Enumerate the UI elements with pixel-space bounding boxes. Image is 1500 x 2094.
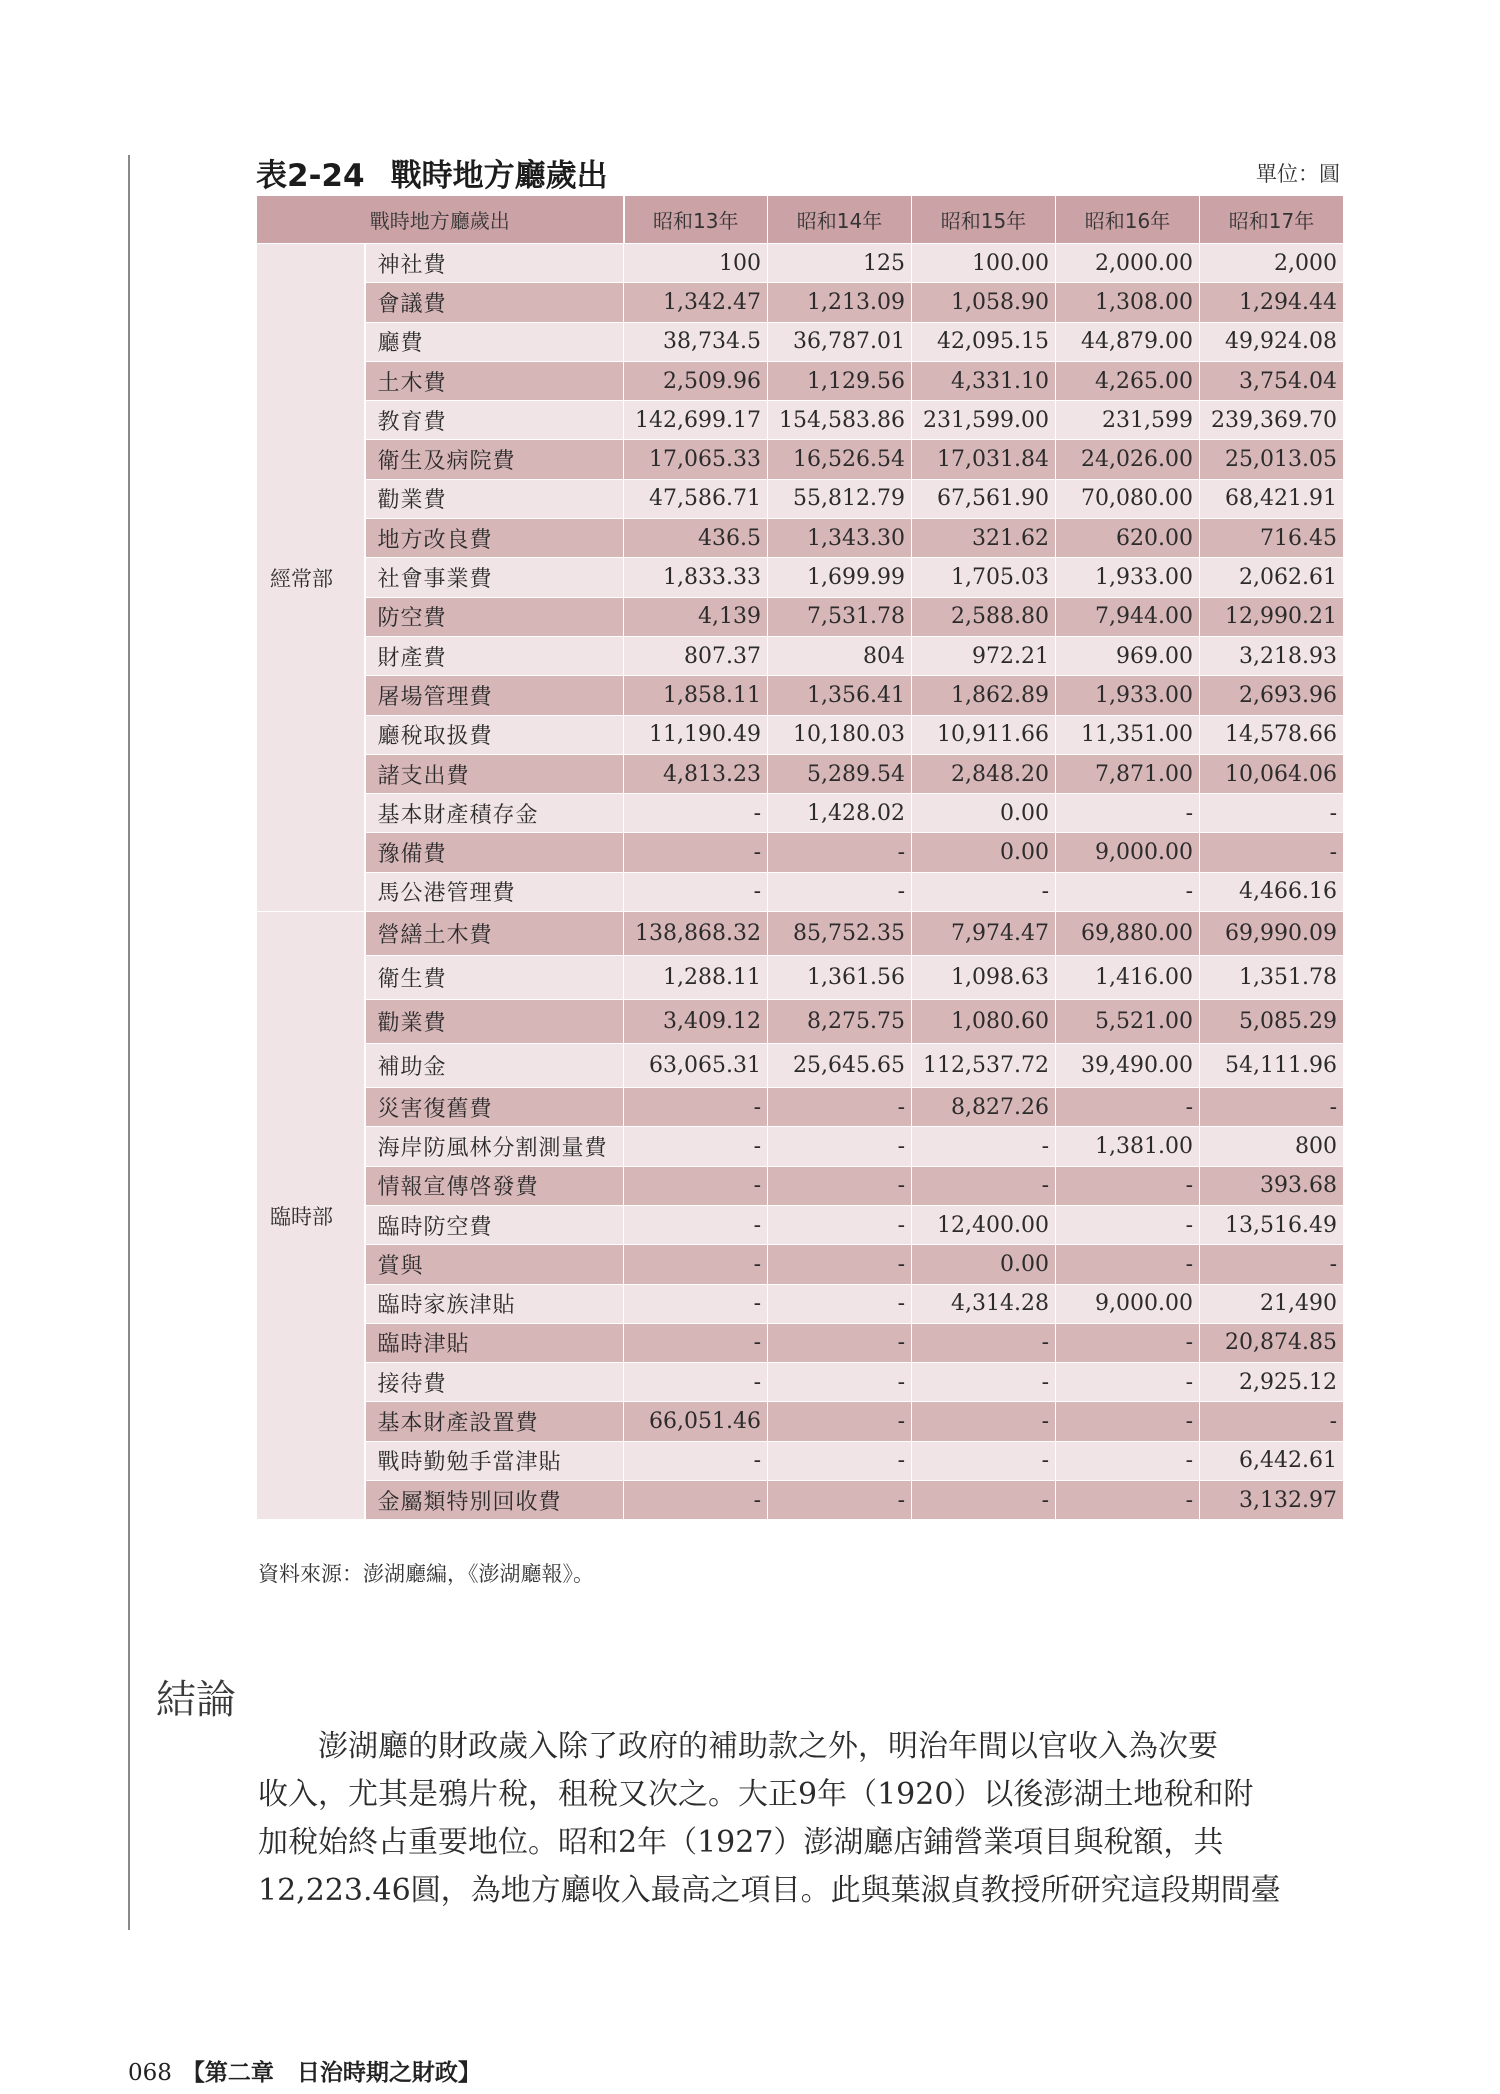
chapter-title: 【第二章 日治時期之財政】 <box>181 2059 481 2086</box>
table-row <box>257 754 1344 793</box>
table-row <box>257 1127 1344 1166</box>
value-cell: - <box>912 1481 1056 1520</box>
value-cell: - <box>1056 794 1200 833</box>
value-cell: - <box>1056 1363 1200 1402</box>
margin-rule <box>128 155 130 1930</box>
item-cell: 金屬類特別回收費 <box>365 1481 624 1520</box>
value-cell: - <box>624 794 768 833</box>
value-cell: - <box>768 1323 912 1362</box>
value-cell: 1,342.47 <box>624 283 768 322</box>
value-cell: 436.5 <box>624 519 768 558</box>
value-cell: 12,400.00 <box>912 1205 1056 1244</box>
value-cell: - <box>1056 872 1200 911</box>
value-cell: 5,085.29 <box>1200 1000 1344 1044</box>
value-cell: 2,925.12 <box>1200 1363 1344 1402</box>
body-line: 12,223.46圓，為地方廳收入最高之項目。此與葉淑貞教授所研究這段期間臺 <box>258 1873 1281 1908</box>
item-cell: 補助金 <box>365 1044 624 1088</box>
value-cell: 1,058.90 <box>912 283 1056 322</box>
value-cell: - <box>624 1166 768 1205</box>
value-cell: 25,645.65 <box>768 1044 912 1088</box>
table-title <box>256 150 608 195</box>
table-row <box>257 1323 1344 1362</box>
value-cell: - <box>768 1284 912 1323</box>
item-cell: 廳費 <box>365 322 624 361</box>
value-cell: - <box>1056 1323 1200 1362</box>
table-row <box>257 1284 1344 1323</box>
value-cell: - <box>912 1127 1056 1166</box>
body-line: 收入，尤其是鴉片稅，租稅又次之。大正9年（1920）以後澎湖土地稅和附 <box>258 1777 1254 1812</box>
value-cell: 44,879.00 <box>1056 322 1200 361</box>
value-cell: 4,265.00 <box>1056 361 1200 400</box>
item-cell: 災害復舊費 <box>365 1088 624 1127</box>
table-row <box>257 636 1344 675</box>
value-cell: 42,095.15 <box>912 322 1056 361</box>
item-cell: 營繕土木費 <box>365 912 624 956</box>
value-cell: 38,734.5 <box>624 322 768 361</box>
table-row <box>257 956 1344 1000</box>
table-row <box>257 1088 1344 1127</box>
value-cell: 12,990.21 <box>1200 597 1344 636</box>
value-cell: 63,065.31 <box>624 1044 768 1088</box>
table-row <box>257 794 1344 833</box>
table-row <box>257 1044 1344 1088</box>
header-cell-label: 戰時地方廳歲出 <box>257 196 624 244</box>
table-body <box>257 244 1344 1520</box>
table-row <box>257 1245 1344 1284</box>
value-cell: 4,314.28 <box>912 1284 1056 1323</box>
value-cell: 3,754.04 <box>1200 361 1344 400</box>
value-cell: 7,531.78 <box>768 597 912 636</box>
value-cell: 36,787.01 <box>768 322 912 361</box>
table-row <box>257 597 1344 636</box>
item-cell: 賞與 <box>365 1245 624 1284</box>
item-cell: 廳稅取扱費 <box>365 715 624 754</box>
value-cell: 5,289.54 <box>768 754 912 793</box>
item-cell: 防空費 <box>365 597 624 636</box>
table-row <box>257 558 1344 597</box>
value-cell: 47,586.71 <box>624 479 768 518</box>
value-cell: 13,516.49 <box>1200 1205 1344 1244</box>
value-cell: 1,416.00 <box>1056 956 1200 1000</box>
table-row <box>257 1000 1344 1044</box>
value-cell: - <box>624 833 768 872</box>
value-cell: 6,442.61 <box>1200 1441 1344 1480</box>
item-cell: 馬公港管理費 <box>365 872 624 911</box>
category-cell: 臨時部 <box>257 912 365 1520</box>
item-cell: 勸業費 <box>365 479 624 518</box>
table-row <box>257 401 1344 440</box>
item-cell: 地方改良費 <box>365 519 624 558</box>
item-cell: 神社費 <box>365 244 624 283</box>
value-cell: 1,705.03 <box>912 558 1056 597</box>
value-cell: 142,699.17 <box>624 401 768 440</box>
value-cell: 25,013.05 <box>1200 440 1344 479</box>
category-cell: 經常部 <box>257 244 365 912</box>
value-cell: 1,308.00 <box>1056 283 1200 322</box>
value-cell: 1,381.00 <box>1056 1127 1200 1166</box>
value-cell: - <box>1200 1088 1344 1127</box>
table-row <box>257 322 1344 361</box>
value-cell: 54,111.96 <box>1200 1044 1344 1088</box>
value-cell: 1,213.09 <box>768 283 912 322</box>
value-cell: 4,139 <box>624 597 768 636</box>
value-cell: 68,421.91 <box>1200 479 1344 518</box>
value-cell: 85,752.35 <box>768 912 912 956</box>
value-cell: - <box>768 1205 912 1244</box>
value-cell: 8,275.75 <box>768 1000 912 1044</box>
value-cell: - <box>912 1363 1056 1402</box>
value-cell: 972.21 <box>912 636 1056 675</box>
table-row <box>257 676 1344 715</box>
value-cell: - <box>1056 1245 1200 1284</box>
item-cell: 臨時防空費 <box>365 1205 624 1244</box>
value-cell: - <box>768 1166 912 1205</box>
header-cell-year: 昭和13年 <box>624 196 768 244</box>
item-cell: 臨時津貼 <box>365 1323 624 1362</box>
item-cell: 社會事業費 <box>365 558 624 597</box>
value-cell: 716.45 <box>1200 519 1344 558</box>
table-row <box>257 1205 1344 1244</box>
item-cell: 臨時家族津貼 <box>365 1284 624 1323</box>
value-cell: - <box>624 1481 768 1520</box>
value-cell: - <box>624 1323 768 1362</box>
table-row <box>257 1402 1344 1441</box>
value-cell: - <box>768 1441 912 1480</box>
value-cell: 1,361.56 <box>768 956 912 1000</box>
value-cell: 1,933.00 <box>1056 676 1200 715</box>
value-cell: 100.00 <box>912 244 1056 283</box>
value-cell: - <box>1056 1205 1200 1244</box>
value-cell: 2,509.96 <box>624 361 768 400</box>
value-cell: - <box>912 1166 1056 1205</box>
value-cell: 969.00 <box>1056 636 1200 675</box>
value-cell: 1,343.30 <box>768 519 912 558</box>
item-cell: 諸支出費 <box>365 754 624 793</box>
value-cell: 138,868.32 <box>624 912 768 956</box>
value-cell: - <box>768 1402 912 1441</box>
value-cell: 7,944.00 <box>1056 597 1200 636</box>
value-cell: 1,699.99 <box>768 558 912 597</box>
header-cell-year: 昭和15年 <box>912 196 1056 244</box>
value-cell: - <box>1200 1245 1344 1284</box>
item-cell: 土木費 <box>365 361 624 400</box>
header-cell-year: 昭和14年 <box>768 196 912 244</box>
value-cell: 1,080.60 <box>912 1000 1056 1044</box>
table-source: 資料來源：澎湖廳編，《澎湖廳報》。 <box>258 1562 594 1586</box>
section-heading: 結論 <box>156 1677 236 1723</box>
value-cell: 2,000 <box>1200 244 1344 283</box>
table-row <box>257 361 1344 400</box>
value-cell: - <box>1056 1441 1200 1480</box>
value-cell: 3,218.93 <box>1200 636 1344 675</box>
table-row <box>257 479 1344 518</box>
value-cell: 3,132.97 <box>1200 1481 1344 1520</box>
value-cell: 2,693.96 <box>1200 676 1344 715</box>
value-cell: 69,990.09 <box>1200 912 1344 956</box>
table-row <box>257 440 1344 479</box>
value-cell: 7,871.00 <box>1056 754 1200 793</box>
value-cell: 2,062.61 <box>1200 558 1344 597</box>
value-cell: - <box>768 833 912 872</box>
value-cell: 10,180.03 <box>768 715 912 754</box>
value-cell: 7,974.47 <box>912 912 1056 956</box>
value-cell: 3,409.12 <box>624 1000 768 1044</box>
value-cell: 1,351.78 <box>1200 956 1344 1000</box>
header-cell-year: 昭和17年 <box>1200 196 1344 244</box>
value-cell: 1,288.11 <box>624 956 768 1000</box>
value-cell: 17,065.33 <box>624 440 768 479</box>
value-cell: 17,031.84 <box>912 440 1056 479</box>
value-cell: 8,827.26 <box>912 1088 1056 1127</box>
value-cell: - <box>768 1481 912 1520</box>
item-cell: 勸業費 <box>365 1000 624 1044</box>
table-row <box>257 244 1344 283</box>
value-cell: - <box>1200 794 1344 833</box>
value-cell: 2,588.80 <box>912 597 1056 636</box>
header-cell-year: 昭和16年 <box>1056 196 1200 244</box>
value-cell: - <box>912 1323 1056 1362</box>
value-cell: 11,351.00 <box>1056 715 1200 754</box>
item-cell: 情報宣傳啓發費 <box>365 1166 624 1205</box>
value-cell: 4,331.10 <box>912 361 1056 400</box>
value-cell: - <box>768 1127 912 1166</box>
value-cell: 1,428.02 <box>768 794 912 833</box>
value-cell: 0.00 <box>912 1245 1056 1284</box>
value-cell: 16,526.54 <box>768 440 912 479</box>
table-number: 表2-24 <box>256 158 365 194</box>
item-cell: 基本財產設置費 <box>365 1402 624 1441</box>
item-cell: 財產費 <box>365 636 624 675</box>
value-cell: 393.68 <box>1200 1166 1344 1205</box>
value-cell: - <box>1200 833 1344 872</box>
table-row <box>257 1166 1344 1205</box>
value-cell: - <box>624 1441 768 1480</box>
value-cell: - <box>768 1245 912 1284</box>
value-cell: - <box>912 872 1056 911</box>
value-cell: 804 <box>768 636 912 675</box>
value-cell: 1,933.00 <box>1056 558 1200 597</box>
value-cell: 11,190.49 <box>624 715 768 754</box>
value-cell: 21,490 <box>1200 1284 1344 1323</box>
value-cell: - <box>912 1441 1056 1480</box>
value-cell: 1,858.11 <box>624 676 768 715</box>
value-cell: - <box>1056 1481 1200 1520</box>
page-footer <box>128 2054 481 2087</box>
value-cell: - <box>624 1205 768 1244</box>
value-cell: 69,880.00 <box>1056 912 1200 956</box>
value-cell: 321.62 <box>912 519 1056 558</box>
table-row <box>257 833 1344 872</box>
table-header-row <box>257 196 1344 244</box>
table-row <box>257 283 1344 322</box>
value-cell: 70,080.00 <box>1056 479 1200 518</box>
body-line: 加稅始終占重要地位。昭和2年（1927）澎湖廳店鋪營業項目與稅額，共 <box>258 1825 1224 1860</box>
value-cell: 49,924.08 <box>1200 322 1344 361</box>
value-cell: - <box>768 1088 912 1127</box>
value-cell: 125 <box>768 244 912 283</box>
value-cell: - <box>1056 1088 1200 1127</box>
table-row <box>257 912 1344 956</box>
value-cell: 24,026.00 <box>1056 440 1200 479</box>
item-cell: 衛生費 <box>365 956 624 1000</box>
value-cell: - <box>624 872 768 911</box>
value-cell: 10,911.66 <box>912 715 1056 754</box>
value-cell: 66,051.46 <box>624 1402 768 1441</box>
value-cell: 9,000.00 <box>1056 833 1200 872</box>
value-cell: 1,129.56 <box>768 361 912 400</box>
value-cell: 14,578.66 <box>1200 715 1344 754</box>
value-cell: 112,537.72 <box>912 1044 1056 1088</box>
value-cell: - <box>1056 1402 1200 1441</box>
value-cell: - <box>624 1088 768 1127</box>
table-row <box>257 715 1344 754</box>
table-row <box>257 1363 1344 1402</box>
value-cell: - <box>624 1245 768 1284</box>
value-cell: 0.00 <box>912 794 1056 833</box>
value-cell: 239,369.70 <box>1200 401 1344 440</box>
item-cell: 基本財產積存金 <box>365 794 624 833</box>
value-cell: - <box>624 1363 768 1402</box>
value-cell: 231,599 <box>1056 401 1200 440</box>
value-cell: 1,356.41 <box>768 676 912 715</box>
table-row <box>257 1441 1344 1480</box>
value-cell: 9,000.00 <box>1056 1284 1200 1323</box>
value-cell: 10,064.06 <box>1200 754 1344 793</box>
item-cell: 豫備費 <box>365 833 624 872</box>
value-cell: 620.00 <box>1056 519 1200 558</box>
table-row <box>257 519 1344 558</box>
item-cell: 戰時勤勉手當津貼 <box>365 1441 624 1480</box>
value-cell: 4,813.23 <box>624 754 768 793</box>
value-cell: 1,833.33 <box>624 558 768 597</box>
value-cell: 5,521.00 <box>1056 1000 1200 1044</box>
value-cell: - <box>1056 1166 1200 1205</box>
value-cell: 1,098.63 <box>912 956 1056 1000</box>
value-cell: 20,874.85 <box>1200 1323 1344 1362</box>
value-cell: 67,561.90 <box>912 479 1056 518</box>
value-cell: 800 <box>1200 1127 1344 1166</box>
value-cell: 807.37 <box>624 636 768 675</box>
body-paragraph <box>258 1723 1344 1915</box>
item-cell: 衛生及病院費 <box>365 440 624 479</box>
value-cell: - <box>768 872 912 911</box>
value-cell: - <box>624 1127 768 1166</box>
value-cell: 39,490.00 <box>1056 1044 1200 1088</box>
value-cell: 100 <box>624 244 768 283</box>
value-cell: - <box>624 1284 768 1323</box>
value-cell: 231,599.00 <box>912 401 1056 440</box>
table-row <box>257 872 1344 911</box>
expenditure-table <box>256 195 1344 1520</box>
table-row <box>257 1481 1344 1520</box>
value-cell: 1,294.44 <box>1200 283 1344 322</box>
value-cell: 0.00 <box>912 833 1056 872</box>
value-cell: 4,466.16 <box>1200 872 1344 911</box>
value-cell: 55,812.79 <box>768 479 912 518</box>
value-cell: 1,862.89 <box>912 676 1056 715</box>
value-cell: 2,000.00 <box>1056 244 1200 283</box>
item-cell: 會議費 <box>365 283 624 322</box>
value-cell: - <box>768 1363 912 1402</box>
item-cell: 屠場管理費 <box>365 676 624 715</box>
page-number: 068 <box>128 2060 172 2086</box>
unit-label: 單位：圓 <box>1256 162 1340 186</box>
item-cell: 教育費 <box>365 401 624 440</box>
body-line: 澎湖廳的財政歲入除了政府的補助款之外，明治年間以官收入為次要 <box>318 1729 1218 1764</box>
item-cell: 海岸防風林分割測量費 <box>365 1127 624 1166</box>
value-cell: - <box>1200 1402 1344 1441</box>
value-cell: - <box>912 1402 1056 1441</box>
value-cell: 2,848.20 <box>912 754 1056 793</box>
value-cell: 154,583.86 <box>768 401 912 440</box>
item-cell: 接待費 <box>365 1363 624 1402</box>
table-title-text: 戰時地方廳歲出 <box>390 158 608 194</box>
